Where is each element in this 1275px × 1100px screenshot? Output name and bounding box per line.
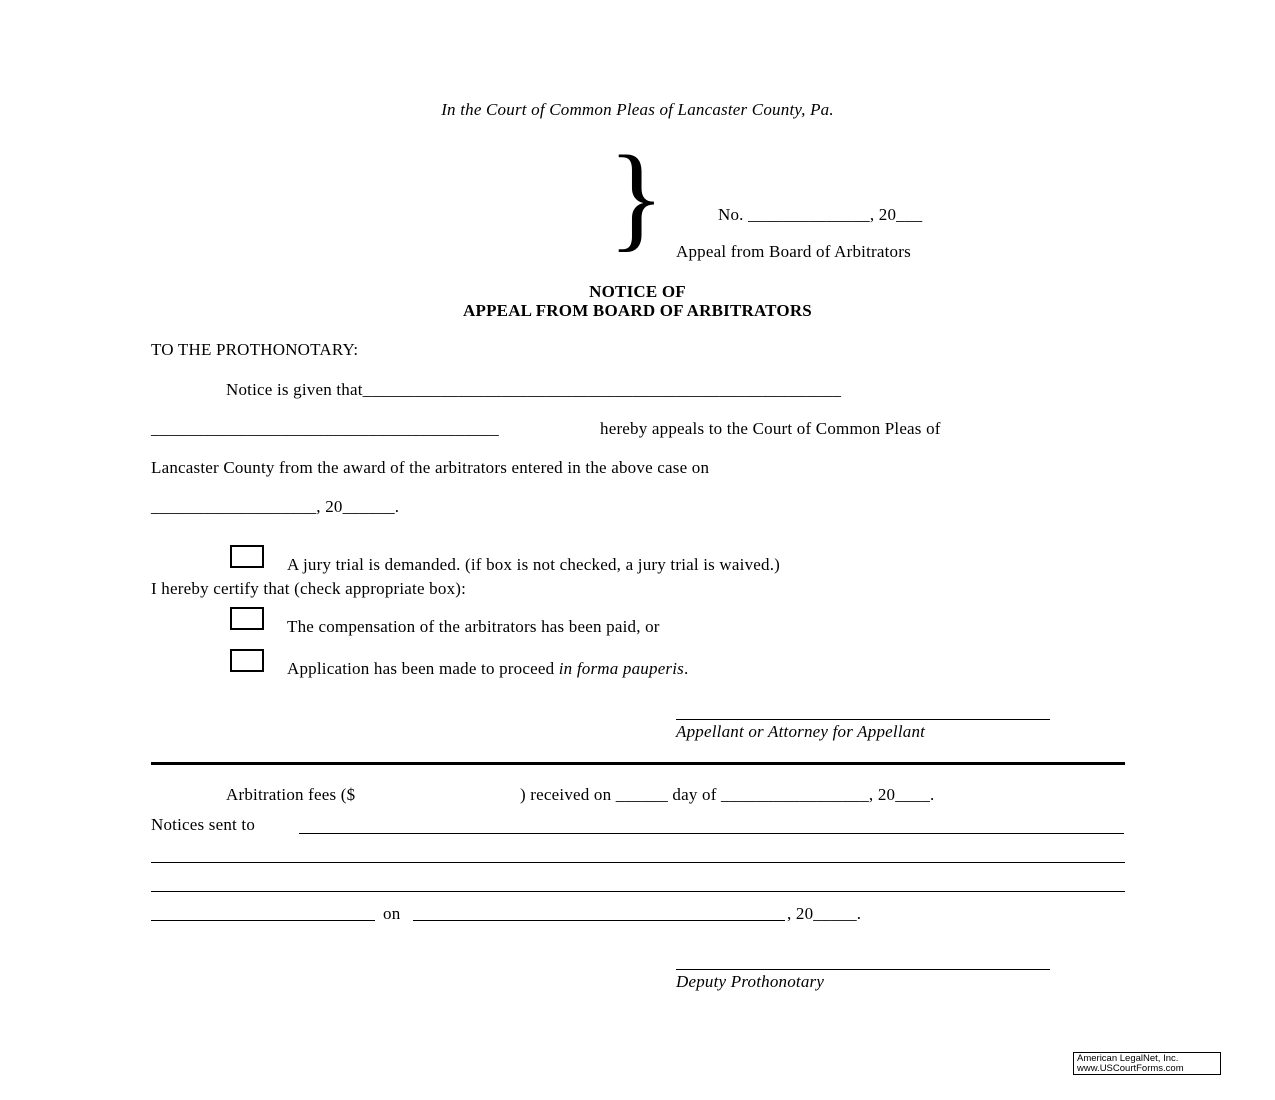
notices-sent-label: Notices sent to	[151, 815, 256, 834]
pauperis-prefix: Application has been made to proceed	[287, 659, 559, 678]
appellant-name-field[interactable]: ________________________________________	[151, 419, 499, 438]
fees-received-field[interactable]: ) received on ______ day of _________________, 20____.	[520, 785, 935, 804]
notices-sent-line-2[interactable]	[151, 862, 1125, 863]
appellant-signature-line[interactable]	[676, 719, 1050, 720]
pauperis-checkbox[interactable]	[230, 649, 264, 672]
notices-sent-line-1[interactable]	[299, 833, 1124, 834]
jury-trial-checkbox[interactable]	[230, 545, 264, 568]
jury-trial-label: A jury trial is demanded. (if box is not checked, a jury trial is waived.)	[287, 555, 781, 574]
appellant-signature-label: Appellant or Attorney for Appellant	[676, 722, 926, 741]
certify-intro: I hereby certify that (check appropriate box):	[151, 579, 467, 598]
award-date-field[interactable]: ___________________, 20______.	[151, 497, 400, 516]
compensation-label: The compensation of the arbitrators has been paid, or	[287, 617, 660, 636]
caption-brace: }	[608, 131, 665, 262]
footer-website: www.USCourtForms.com	[1077, 1063, 1184, 1074]
notices-sent-date-field[interactable]	[413, 920, 785, 921]
title-line-2: APPEAL FROM BOARD OF ARBITRATORS	[463, 301, 812, 320]
deputy-signature-line[interactable]	[676, 969, 1050, 970]
deputy-signature-label: Deputy Prothonotary	[676, 972, 825, 991]
pauperis-suffix: .	[684, 659, 689, 678]
pauperis-label	[287, 659, 688, 679]
award-text: Lancaster County from the award of the arbitrators entered in the above case on	[151, 458, 710, 477]
notice-given-field[interactable]: Notice is given that_______________________________________________________	[226, 380, 842, 399]
fees-prefix: Arbitration fees ($	[226, 785, 356, 804]
section-divider	[151, 762, 1125, 765]
court-heading: In the Court of Common Pleas of Lancaster County, Pa.	[441, 100, 834, 119]
notices-year-field[interactable]: , 20_____.	[787, 904, 862, 923]
notices-sent-line-3[interactable]	[151, 891, 1125, 892]
on-label: on	[383, 904, 401, 923]
title-line-1: NOTICE OF	[589, 282, 686, 301]
salutation: TO THE PROTHONOTARY:	[151, 340, 359, 359]
compensation-paid-checkbox[interactable]	[230, 607, 264, 630]
pauperis-italic: in forma pauperis	[558, 659, 684, 678]
footer-company: American LegalNet, Inc.	[1077, 1053, 1179, 1064]
case-type: Appeal from Board of Arbitrators	[676, 242, 911, 261]
case-number-field[interactable]: No. ______________, 20___	[718, 205, 923, 224]
appeal-text: hereby appeals to the Court of Common Pleas of	[600, 419, 941, 438]
publisher-footer	[1073, 1052, 1221, 1075]
notices-sent-by-field[interactable]	[151, 920, 375, 921]
